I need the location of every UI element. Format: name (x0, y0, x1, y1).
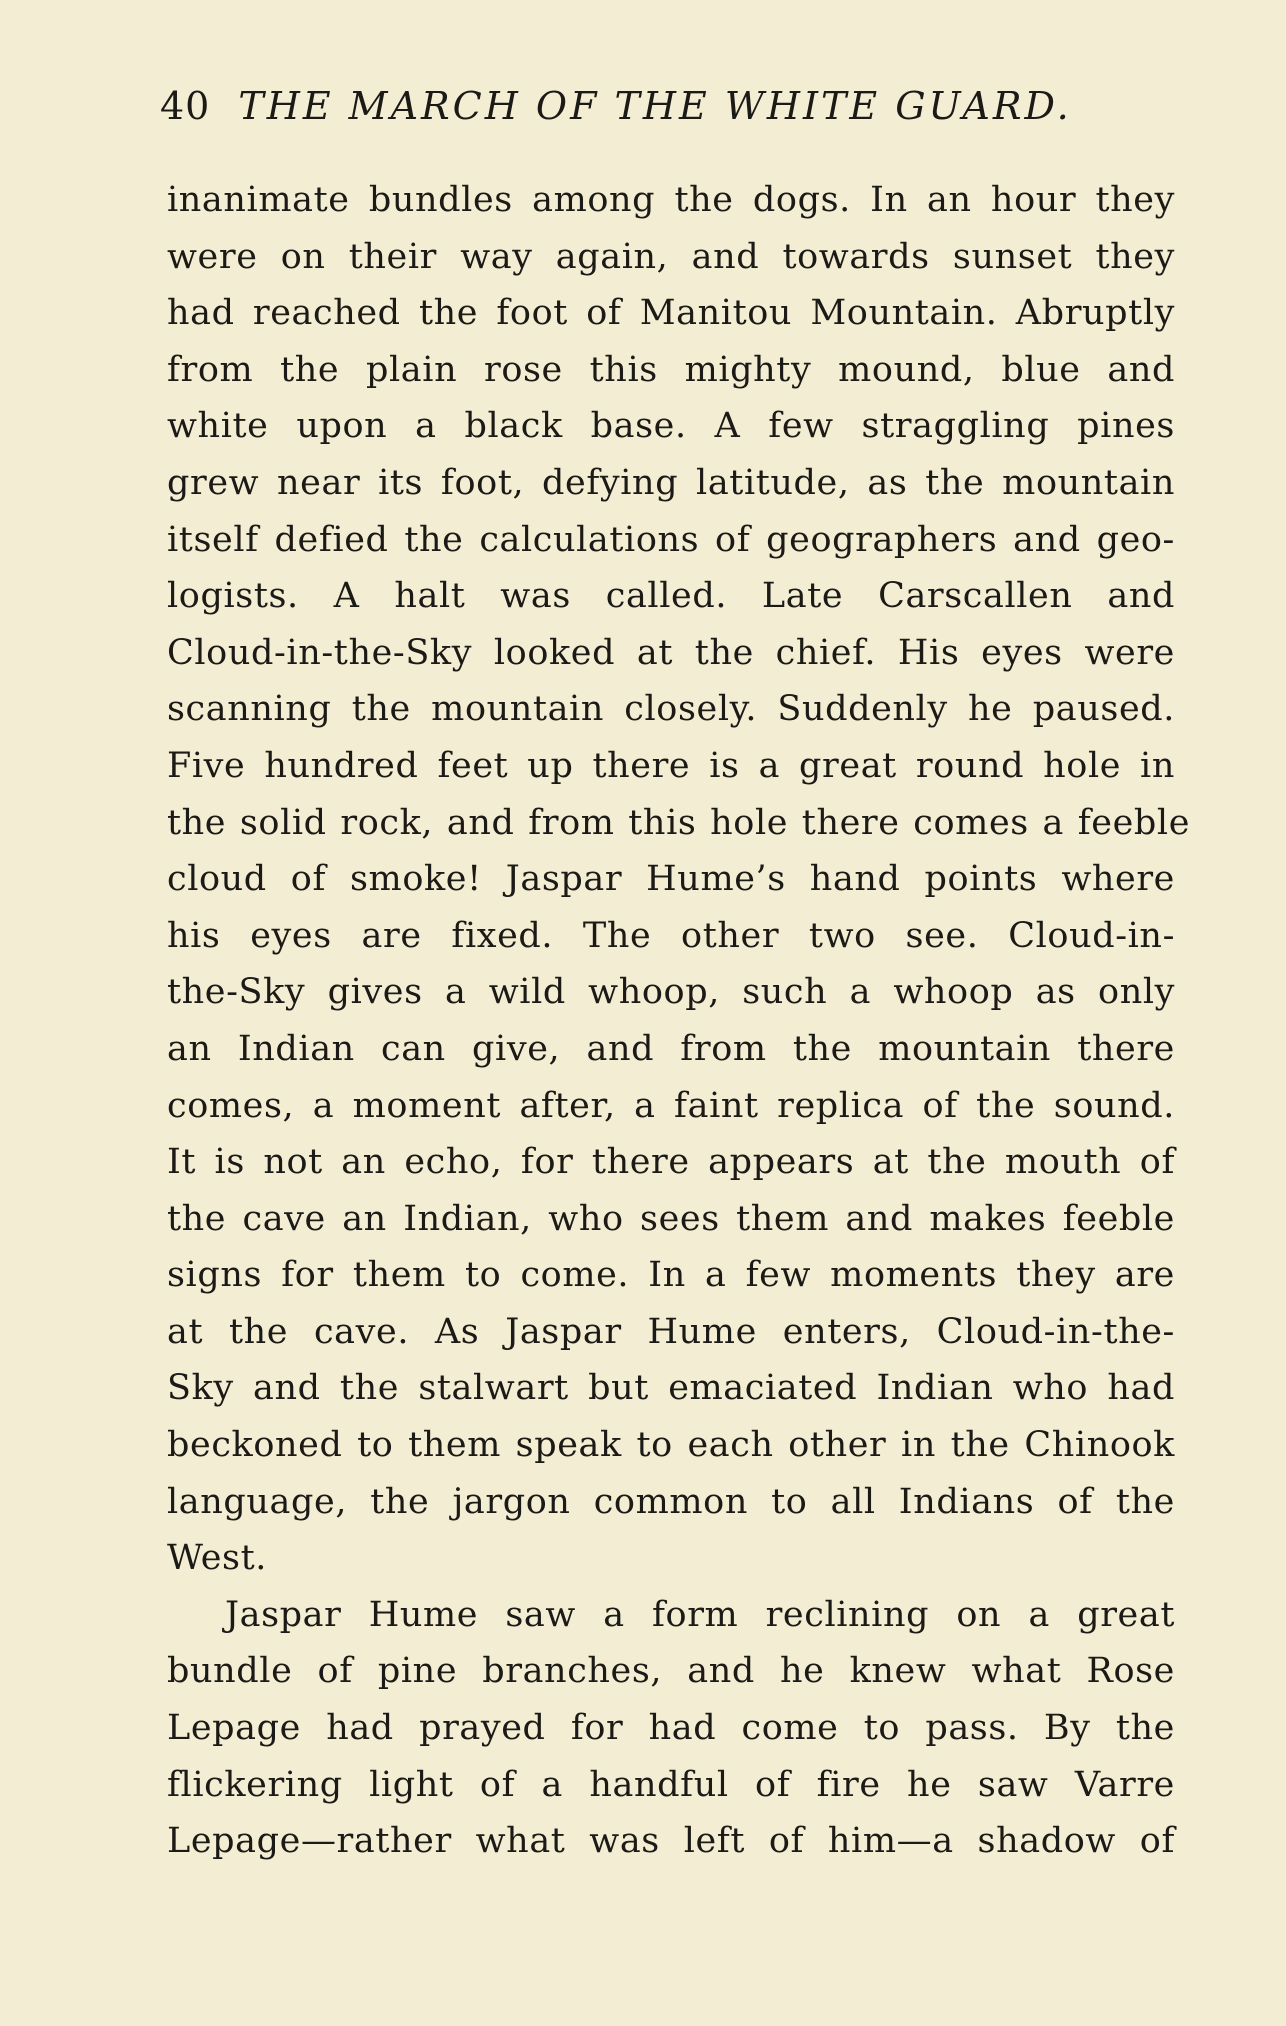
text-line: It is not an echo, for there appears at the mouth of (167, 1142, 1175, 1183)
body-text (167, 172, 1191, 1870)
text-line: scanning the mountain closely. Suddenly he paused. (167, 689, 1175, 730)
text-line: the-Sky gives a wild whoop, such a whoop as only (167, 972, 1175, 1013)
text-line: his eyes are fixed. The other two see. Cloud-in- (167, 915, 1175, 956)
text-line: from the plain rose this mighty mound, blue and (167, 349, 1175, 390)
text-line: itself defied the calculations of geographers and geo- (167, 519, 1175, 560)
paragraph-2 (167, 1587, 1175, 1870)
running-head (160, 76, 1120, 136)
text-line: were on their way again, and towards sunset they (167, 236, 1175, 277)
text-line: Five hundred feet up there is a great round hole in (167, 745, 1175, 786)
text-line: Lepage—rather what was left of him—a shadow of (167, 1821, 1175, 1862)
text-line: Sky and the stalwart but emaciated Indian who had (167, 1368, 1175, 1409)
text-line: cloud of smoke! Jaspar Hume’s hand points where (167, 859, 1175, 900)
text-line: language, the jargon common to all Indians of the (167, 1481, 1175, 1522)
text-line: an Indian can give, and from the mountain there (167, 1028, 1175, 1069)
text-line: Cloud-in-the-Sky looked at the chief. His eyes were (167, 632, 1175, 673)
paragraph-1 (167, 172, 1191, 1587)
text-line: inanimate bundles among the dogs. In an hour they (167, 180, 1175, 220)
running-title: THE MARCH OF THE WHITE GUARD. (238, 84, 1072, 128)
text-line: the cave an Indian, who sees them and makes feeble (167, 1198, 1175, 1239)
page-number: 40 (160, 84, 211, 128)
text-line: at the cave. As Jaspar Hume enters, Cloud-in-the- (167, 1311, 1175, 1352)
text-line: signs for them to come. In a few moments they are (167, 1255, 1175, 1296)
text-line: flickering light of a handful of fire he saw Varre (167, 1764, 1175, 1805)
text-line: Lepage had prayed for had come to pass. By the (167, 1708, 1175, 1749)
text-line: bundle of pine branches, and he knew what Rose (167, 1651, 1175, 1692)
text-line: the solid rock, and from this hole there comes a feeble (167, 802, 1191, 843)
text-line: logists. A halt was called. Late Carscallen and (167, 576, 1175, 617)
text-line: West. (167, 1538, 267, 1579)
text-line: Jaspar Hume saw a form reclining on a great (225, 1594, 1175, 1635)
text-line: grew near its foot, defying latitude, as the mountain (167, 462, 1175, 503)
text-line: beckoned to them speak to each other in the Chinook (167, 1425, 1175, 1466)
text-line: had reached the foot of Manitou Mountain. Abruptly (167, 293, 1175, 334)
text-line: comes, a moment after, a faint replica of the sound. (167, 1085, 1175, 1126)
text-line: white upon a black base. A few straggling pines (167, 406, 1175, 447)
